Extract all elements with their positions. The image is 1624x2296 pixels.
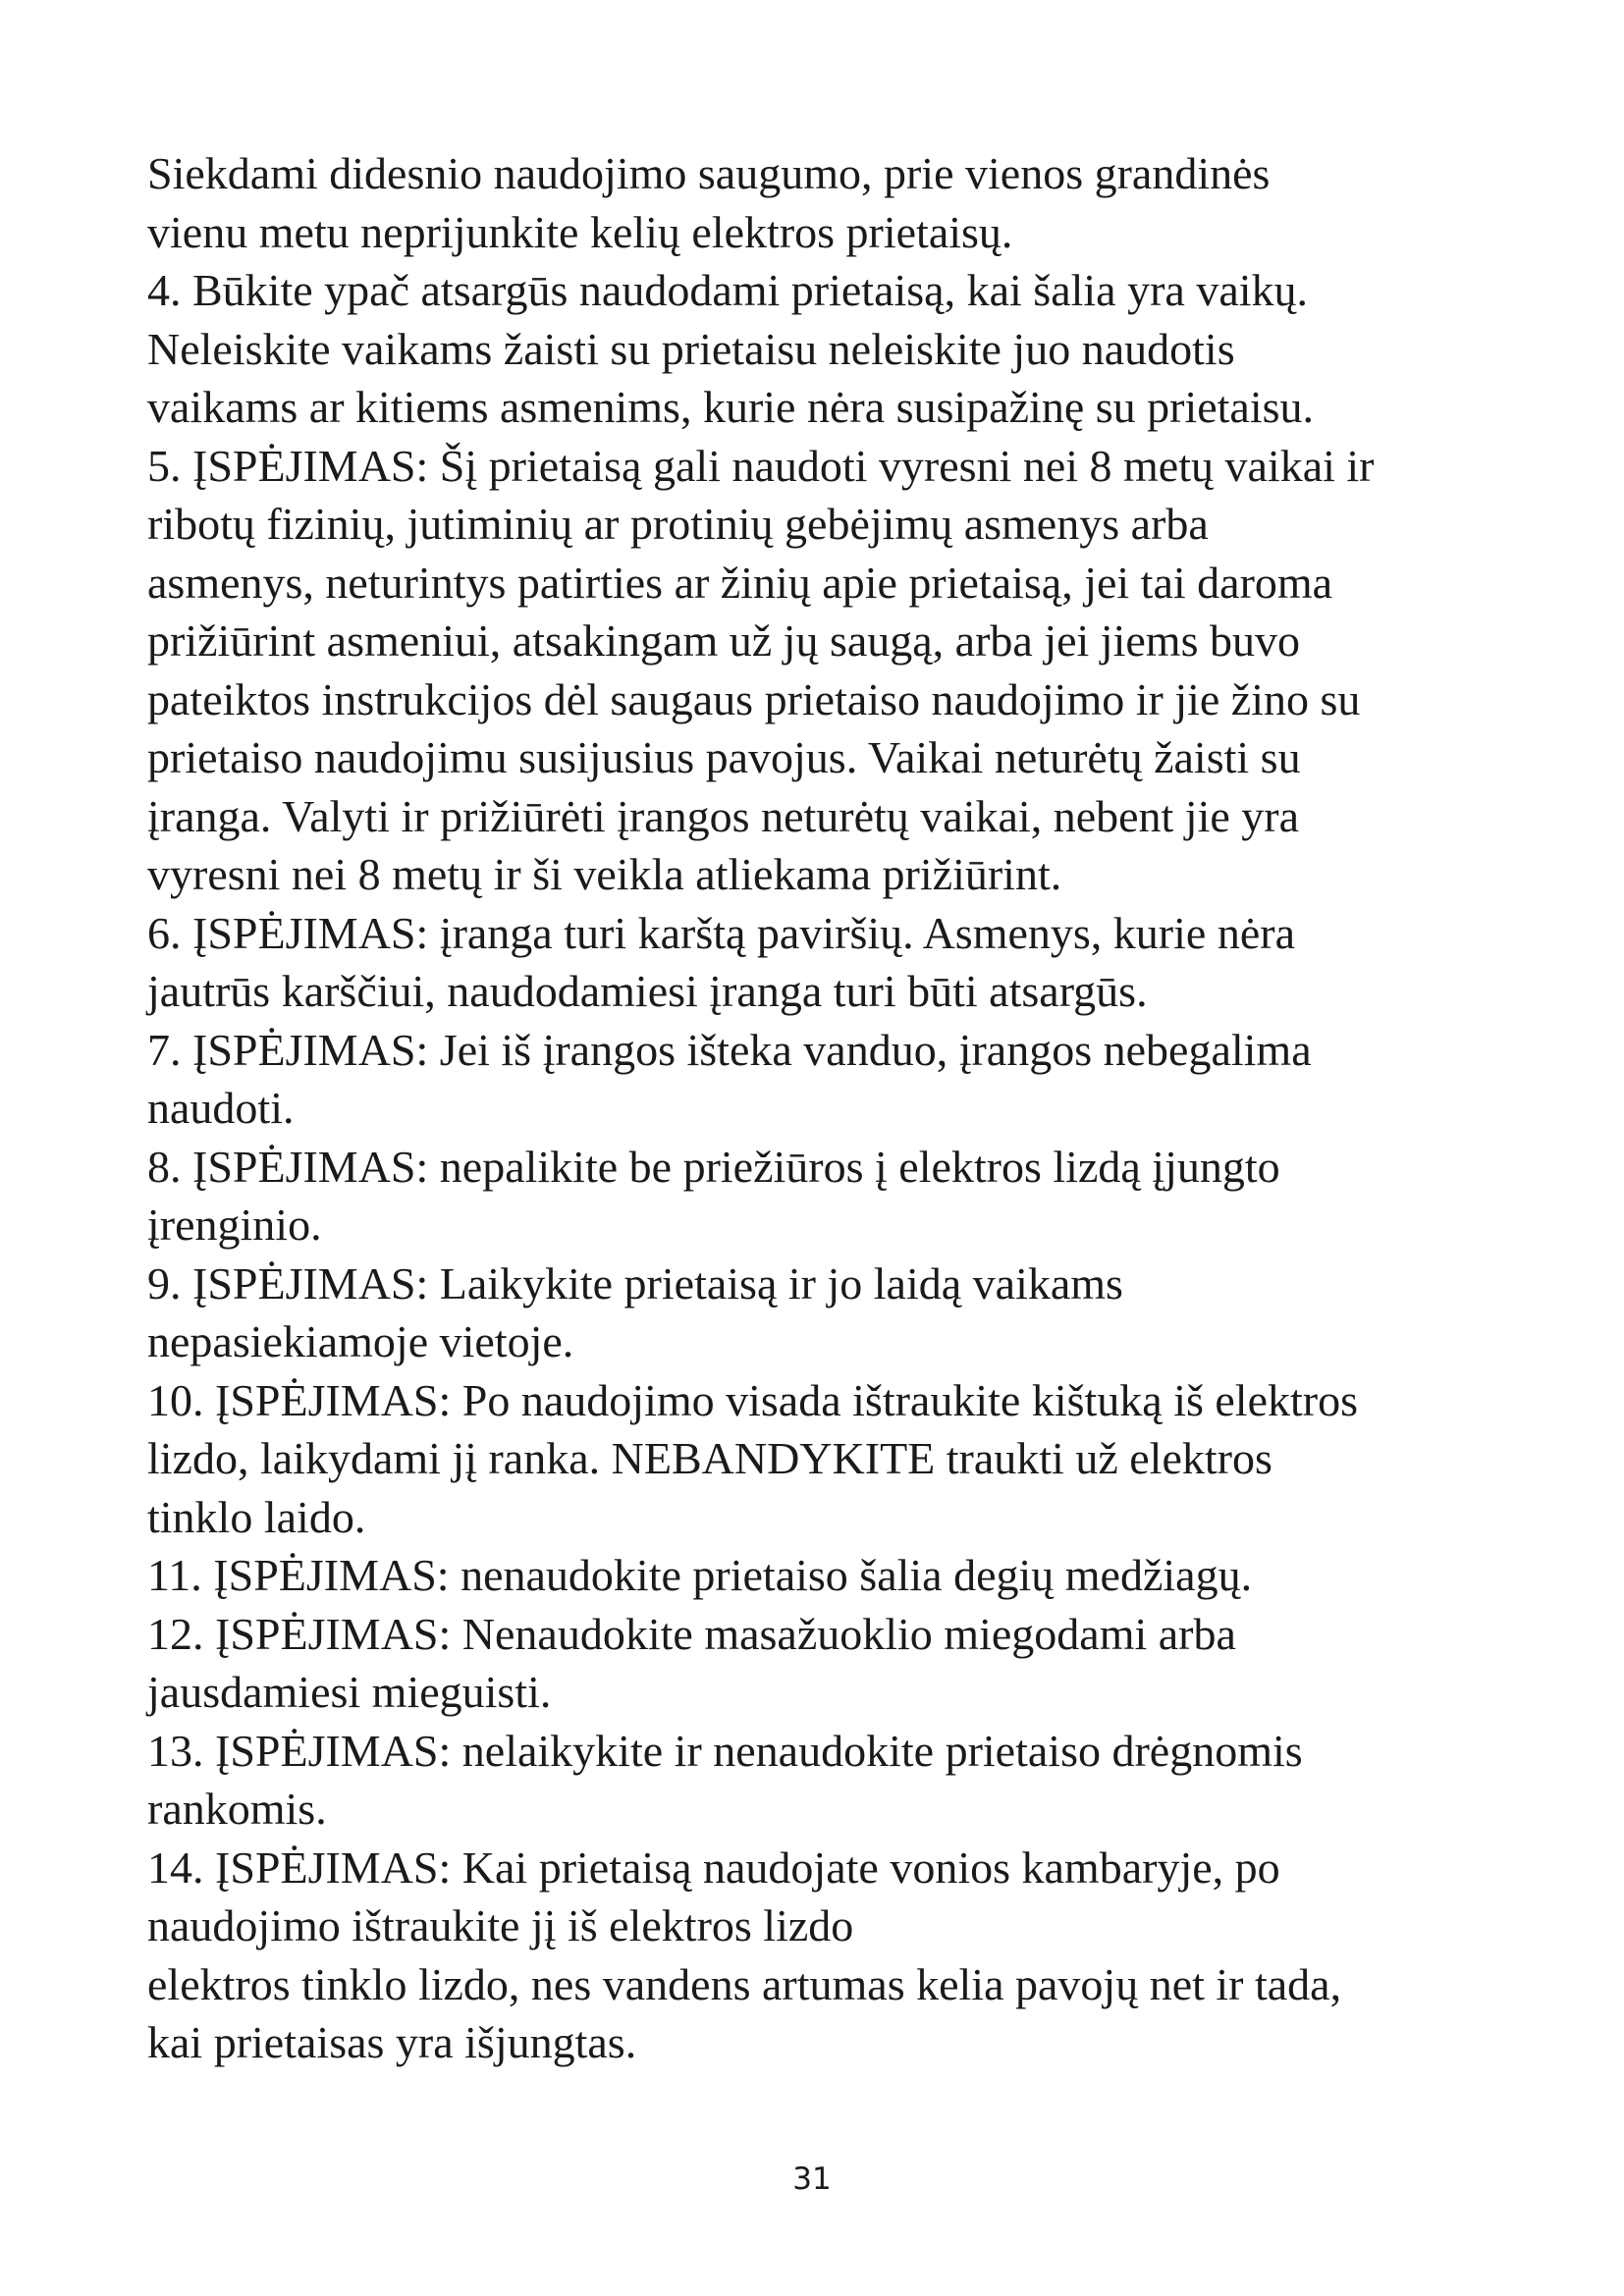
text-line: 6. ĮSPĖJIMAS: įranga turi karštą paviršių. Asmenys, kurie nėra xyxy=(147,907,1295,958)
text-line: 7. ĮSPĖJIMAS: Jei iš įrangos išteka vanduo, įrangos nebegalima xyxy=(147,1024,1312,1075)
text-line: rankomis. xyxy=(147,1784,327,1834)
text-line: 11. ĮSPĖJIMAS: nenaudokite prietaiso šalia degių medžiagų. xyxy=(147,1550,1253,1600)
text-line: vienu metu neprijunkite kelių elektros prietaisų. xyxy=(147,206,1013,257)
text-line: 12. ĮSPĖJIMAS: Nenaudokite masažuoklio miegodami arba xyxy=(147,1608,1236,1659)
text-line: 8. ĮSPĖJIMAS: nepalikite be priežiūros į elektros lizdą įjungto xyxy=(147,1141,1280,1192)
body-text xyxy=(147,144,1542,2072)
text-line: tinklo laido. xyxy=(147,1491,366,1542)
text-line: nepasiekiamoje vietoje. xyxy=(147,1316,574,1366)
text-line: naudojimo ištraukite jį iš elektros lizdo xyxy=(147,1900,854,1950)
text-line: kai prietaisas yra išjungtas. xyxy=(147,2017,637,2067)
text-line: vaikams ar kitiems asmenims, kurie nėra susipažinę su prietaisu. xyxy=(147,382,1315,432)
text-line: Neleiskite vaikams žaisti su prietaisu neleiskite juo naudotis xyxy=(147,323,1235,374)
text-line: įrenginio. xyxy=(147,1200,322,1250)
text-line: elektros tinklo lizdo, nes vandens artumas kelia pavojų net ir tada, xyxy=(147,1958,1342,2009)
text-line: Siekdami didesnio naudojimo saugumo, prie vienos grandinės xyxy=(147,148,1271,198)
page-number: 31 xyxy=(792,2162,832,2197)
text-line: 5. ĮSPĖJIMAS: Šį prietaisą gali naudoti vyresni nei 8 metų vaikai ir xyxy=(147,440,1375,491)
text-line: pateiktos instrukcijos dėl saugaus prietaiso naudojimo ir jie žino su xyxy=(147,673,1361,724)
text-line: 14. ĮSPĖJIMAS: Kai prietaisą naudojate vonios kambaryje, po xyxy=(147,1842,1280,1893)
text-line: ribotų fizinių, jutiminių ar protinių gebėjimų asmenys arba xyxy=(147,499,1209,549)
text-line: jautrūs karščiui, naudodamiesi įranga turi būti atsargūs. xyxy=(147,966,1148,1016)
text-line: prietaiso naudojimu susijusius pavojus. Vaikai neturėtų žaisti su xyxy=(147,732,1301,782)
text-line: lizdo, laikydami jį ranka. NEBANDYKITE traukti už elektros xyxy=(147,1433,1272,1483)
text-line: jausdamiesi mieguisti. xyxy=(147,1667,552,1717)
text-line: prižiūrint asmeniui, atsakingam už jų saugą, arba jei jiems buvo xyxy=(147,615,1300,666)
text-line: 10. ĮSPĖJIMAS: Po naudojimo visada ištraukite kištuką iš elektros xyxy=(147,1374,1358,1425)
text-line: vyresni nei 8 metų ir ši veikla atliekama prižiūrint. xyxy=(147,849,1062,899)
text-line: naudoti. xyxy=(147,1083,295,1133)
text-line: įranga. Valyti ir prižiūrėti įrangos neturėtų vaikai, nebent jie yra xyxy=(147,790,1300,841)
text-line: asmenys, neturintys patirties ar žinių apie prietaisą, jei tai daroma xyxy=(147,557,1333,608)
text-line: 4. Būkite ypač atsargūs naudodami prietaisą, kai šalia yra vaikų. xyxy=(147,265,1309,315)
text-line: 13. ĮSPĖJIMAS: nelaikykite ir nenaudokite prietaiso drėgnomis xyxy=(147,1725,1303,1776)
text-line: 9. ĮSPĖJIMAS: Laikykite prietaisą ir jo laidą vaikams xyxy=(147,1257,1123,1308)
